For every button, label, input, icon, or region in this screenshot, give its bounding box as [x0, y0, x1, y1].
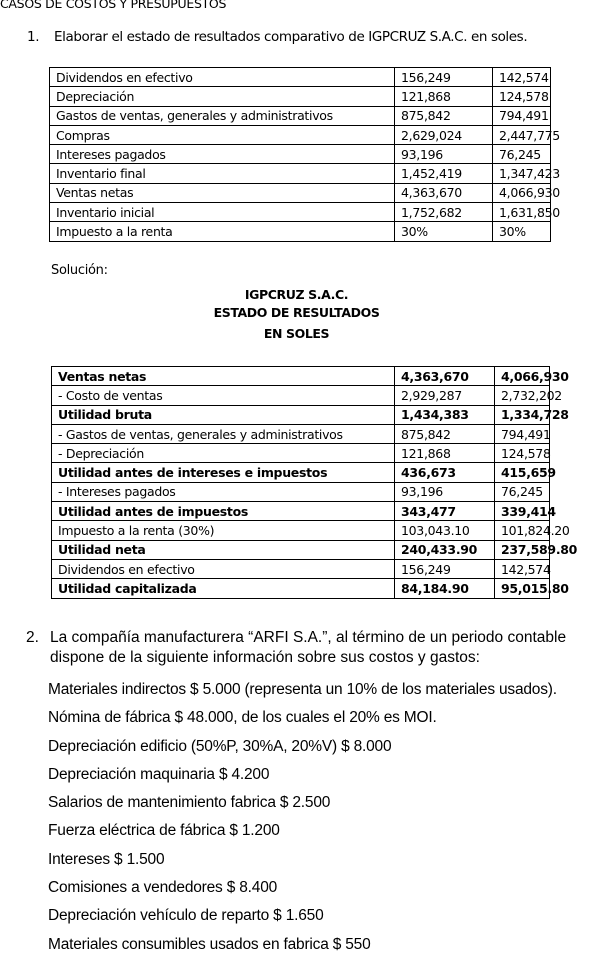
cost-item: Comisiones a vendedores $ 8.400 — [48, 879, 278, 897]
statement-row — [52, 502, 550, 521]
company-name: IGPCRUZ S.A.C. — [244, 287, 349, 302]
value-year-2: 76,245 — [493, 145, 551, 164]
statement-row — [52, 424, 550, 443]
value-year-2: 1,631,850 — [493, 203, 551, 222]
statement-row — [52, 405, 550, 424]
statement-row — [52, 482, 550, 501]
cost-items-list — [48, 680, 588, 963]
row-label: - Intereses pagados — [52, 482, 395, 501]
data-row — [50, 203, 551, 222]
statement-row — [52, 463, 550, 482]
value-year-1: 156,249 — [395, 559, 495, 578]
value-year-1: 30% — [395, 222, 493, 241]
exercise-1-statement — [27, 29, 527, 45]
value-year-2: 4,066,930 — [493, 183, 551, 202]
solution-label: Solución: — [51, 263, 108, 278]
row-label: Ventas netas — [50, 183, 395, 202]
row-label: Impuesto a la renta (30%) — [52, 521, 395, 540]
cost-item: Fuerza eléctrica de fábrica $ 1.200 — [48, 822, 280, 840]
value-year-2: 1,334,728 — [495, 405, 550, 424]
value-year-1: 156,249 — [395, 68, 493, 87]
exercise-2-intro — [26, 628, 586, 668]
cost-item: Nómina de fábrica $ 48.000, de los cuales el 20% es MOI. — [48, 709, 437, 727]
data-row — [50, 183, 551, 202]
value-year-2: 339,414 — [495, 502, 550, 521]
value-year-2: 124,578 — [493, 87, 551, 106]
row-label: Utilidad bruta — [52, 405, 395, 424]
value-year-1: 2,929,287 — [395, 386, 495, 405]
row-label: Utilidad antes de impuestos — [52, 502, 395, 521]
cost-item: Intereses $ 1.500 — [48, 850, 165, 868]
value-year-1: 1,434,383 — [395, 405, 495, 424]
value-year-1: 436,673 — [395, 463, 495, 482]
value-year-2: 237,589.80 — [495, 540, 550, 559]
row-label: Compras — [50, 125, 395, 144]
data-row — [50, 222, 551, 241]
value-year-1: 875,842 — [395, 424, 495, 443]
value-year-1: 93,196 — [395, 145, 493, 164]
value-year-2: 30% — [493, 222, 551, 241]
row-label: - Depreciación — [52, 444, 395, 463]
value-year-1: 1,452,419 — [395, 164, 493, 183]
cost-item: Depreciación edificio (50%P, 30%A, 20%V) $ 8.000 — [48, 737, 392, 755]
data-row — [50, 68, 551, 87]
statement-row — [52, 579, 550, 598]
currency-title: EN SOLES — [263, 326, 330, 341]
row-label: Dividendos en efectivo — [52, 559, 395, 578]
exercise-2-text: La compañía manufacturera “ARFI S.A.”, al término de un periodo contable dispone de la siguiente información sobre sus costos y gastos: — [50, 629, 567, 666]
value-year-2: 794,491 — [495, 424, 550, 443]
exercise-1-text: Elaborar el estado de resultados comparativo de IGPCRUZ S.A.C. en soles. — [54, 29, 528, 45]
value-year-1: 121,868 — [395, 87, 493, 106]
value-year-2: 2,447,775 — [493, 125, 551, 144]
value-year-1: 121,868 — [395, 444, 495, 463]
value-year-2: 76,245 — [495, 482, 550, 501]
row-label: Utilidad neta — [52, 540, 395, 559]
exercise-1-number: 1. — [27, 29, 40, 45]
value-year-2: 124,578 — [495, 444, 550, 463]
value-year-1: 1,752,682 — [395, 203, 493, 222]
row-label: Inventario inicial — [50, 203, 395, 222]
income-statement-table — [51, 366, 578, 599]
data-row — [50, 106, 551, 125]
value-year-2: 4,066,930 — [495, 367, 550, 386]
value-year-1: 4,363,670 — [395, 367, 495, 386]
statement-row — [52, 444, 550, 463]
value-year-2: 142,574 — [495, 559, 550, 578]
document-header: CASOS DE COSTOS Y PRESUPUESTOS — [0, 0, 227, 11]
statement-row — [52, 559, 550, 578]
source-data-table — [49, 67, 560, 242]
value-year-2: 415,659 — [495, 463, 550, 482]
exercise-2-number: 2. — [26, 629, 39, 646]
value-year-1: 103,043.10 — [395, 521, 495, 540]
data-row — [50, 87, 551, 106]
value-year-1: 343,477 — [395, 502, 495, 521]
row-label: Intereses pagados — [50, 145, 395, 164]
row-label: Utilidad capitalizada — [52, 579, 395, 598]
value-year-1: 875,842 — [395, 106, 493, 125]
value-year-2: 95,015.80 — [495, 579, 550, 598]
value-year-2: 1,347,423 — [493, 164, 551, 183]
cost-item: Depreciación maquinaria $ 4.200 — [48, 765, 270, 783]
value-year-1: 93,196 — [395, 482, 495, 501]
cost-item: Depreciación vehículo de reparto $ 1.650 — [48, 907, 324, 925]
value-year-2: 142,574 — [493, 68, 551, 87]
cost-item: Salarios de mantenimiento fabrica $ 2.500 — [48, 794, 331, 812]
statement-row — [52, 386, 550, 405]
row-label: Inventario final — [50, 164, 395, 183]
row-label: Utilidad antes de intereses e impuestos — [52, 463, 395, 482]
statement-row — [52, 367, 550, 386]
value-year-2: 101,824.20 — [495, 521, 550, 540]
row-label: Dividendos en efectivo — [50, 68, 395, 87]
row-label: Depreciación — [50, 87, 395, 106]
value-year-1: 240,433.90 — [395, 540, 495, 559]
cost-item: Materiales consumibles usados en fabrica $ 550 — [48, 935, 371, 953]
value-year-2: 2,732,202 — [495, 386, 550, 405]
row-label: Gastos de ventas, generales y administrativos — [50, 106, 395, 125]
data-row — [50, 125, 551, 144]
value-year-1: 4,363,670 — [395, 183, 493, 202]
statement-row — [52, 540, 550, 559]
cost-item: Materiales indirectos $ 5.000 (representa un 10% de los materiales usados). — [48, 681, 557, 698]
value-year-1: 84,184.90 — [395, 579, 495, 598]
statement-title: ESTADO DE RESULTADOS — [213, 305, 380, 320]
value-year-2: 794,491 — [493, 106, 551, 125]
row-label: Impuesto a la renta — [50, 222, 395, 241]
data-row — [50, 164, 551, 183]
data-row — [50, 145, 551, 164]
row-label: - Costo de ventas — [52, 386, 395, 405]
value-year-1: 2,629,024 — [395, 125, 493, 144]
row-label: Ventas netas — [52, 367, 395, 386]
row-label: - Gastos de ventas, generales y administrativos — [52, 424, 395, 443]
statement-row — [52, 521, 550, 540]
